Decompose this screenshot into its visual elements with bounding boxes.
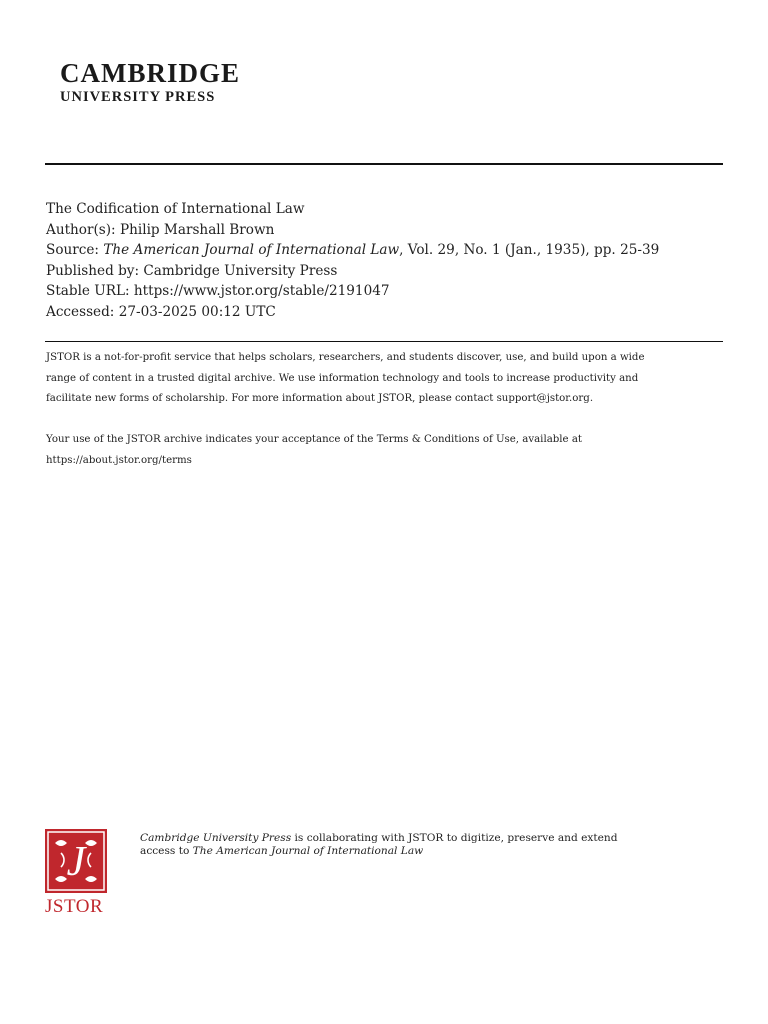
svg-text:J: J bbox=[66, 839, 86, 885]
citation-block bbox=[46, 199, 736, 323]
source-line bbox=[46, 240, 736, 261]
jstor-logo bbox=[45, 829, 107, 916]
publisher-name: Cambridge University Press bbox=[143, 262, 338, 279]
source-label: Source: bbox=[46, 242, 99, 259]
collab-access: access to bbox=[140, 845, 193, 857]
notice-line: range of content in a trusted digital archive. We use information technology and tools to increase productivity and bbox=[46, 372, 639, 384]
top-divider bbox=[45, 163, 723, 165]
collab-journal: The American Journal of International Law bbox=[192, 845, 424, 857]
publisher-line bbox=[46, 261, 736, 282]
logo-line-2: UNIVERSITY PRESS bbox=[60, 89, 216, 105]
publisher-label: Published by: bbox=[46, 262, 140, 279]
journal-title: The American Journal of International Law bbox=[103, 242, 400, 259]
collab-line-2 bbox=[140, 845, 730, 858]
collaboration-statement bbox=[140, 832, 730, 858]
author-label: Author(s): bbox=[46, 221, 116, 238]
accessed-line bbox=[46, 302, 736, 323]
stable-url-line bbox=[46, 281, 736, 302]
jstor-wordmark: JSTOR bbox=[45, 896, 104, 917]
terms-link[interactable]: https://about.jstor.org/terms bbox=[46, 454, 192, 466]
logo-line-1: CAMBRIDGE bbox=[60, 58, 241, 88]
collab-text: is collaborating with JSTOR to digitize, preserve and extend bbox=[291, 832, 618, 844]
stable-url-link[interactable]: https://www.jstor.org/stable/2191047 bbox=[133, 283, 390, 300]
author-line bbox=[46, 220, 736, 241]
jstor-emblem-icon bbox=[45, 829, 107, 893]
source-details: , Vol. 29, No. 1 (Jan., 1935), pp. 25-39 bbox=[399, 242, 660, 259]
article-title: The Codification of International Law bbox=[46, 201, 305, 217]
author-name: Philip Marshall Brown bbox=[119, 221, 275, 238]
middle-divider bbox=[45, 341, 723, 342]
jstor-notice bbox=[46, 348, 726, 471]
collab-publisher: Cambridge University Press bbox=[140, 832, 292, 844]
accessed-label: Accessed: bbox=[46, 303, 115, 320]
stable-url-label: Stable URL: bbox=[46, 283, 130, 300]
collab-line-1 bbox=[140, 832, 730, 845]
notice-line: JSTOR is a not-for-profit service that helps scholars, researchers, and students discover, use, and build upon a wide bbox=[46, 352, 645, 363]
terms-line: Your use of the JSTOR archive indicates your acceptance of the Terms & Conditions of Use, available at bbox=[46, 434, 582, 445]
notice-line: facilitate new forms of scholarship. For more information about JSTOR, please contact support@jstor.org. bbox=[46, 393, 594, 404]
cambridge-university-press-logo bbox=[60, 60, 240, 105]
accessed-date: 27-03-2025 00:12 UTC bbox=[118, 303, 276, 320]
